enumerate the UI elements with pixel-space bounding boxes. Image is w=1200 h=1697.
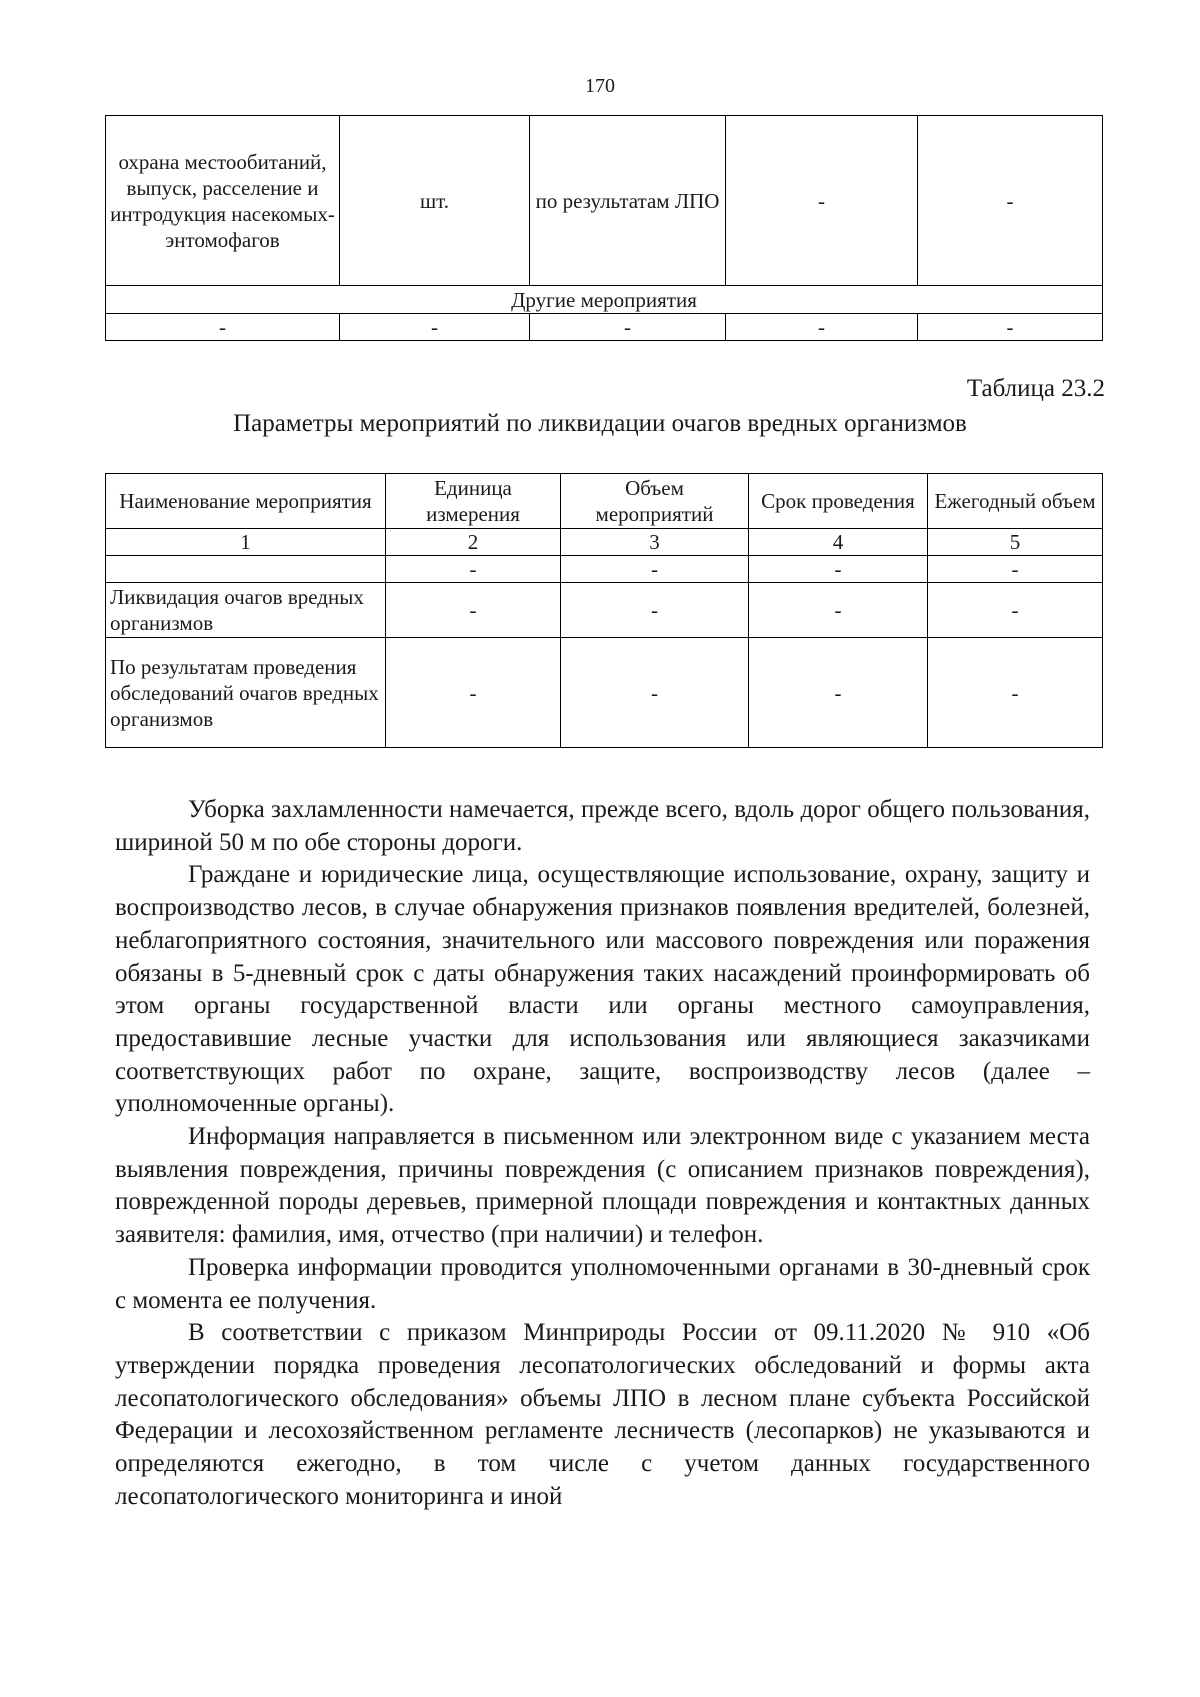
paragraph: Уборка захламленности намечается, прежде всего, вдоль дорог общего пользования, шириной 50 м по обе стороны дороги. [115, 796, 1090, 856]
table-cell: - [749, 556, 928, 583]
table-cell: - [928, 638, 1103, 748]
column-number: 5 [928, 529, 1103, 556]
table-number: Таблица 23.2 [966, 375, 1105, 402]
table-cell: - [726, 314, 918, 341]
table-section-row [106, 286, 1103, 314]
page-number: 170 [585, 75, 615, 97]
column-number: 2 [386, 529, 561, 556]
table-cell [106, 556, 386, 583]
table-row [106, 638, 1103, 748]
table-row [106, 583, 1103, 638]
table-cell: охрана местообитаний, выпуск, расселение и интродукция насекомых-энтомофагов [106, 116, 340, 286]
paragraph: В соответствии с приказом Минприроды России от 09.11.2020 № 910 «Об утверждении порядка проведения лесопатологических обследований и формы акта лесопатологического обследования» объемы ЛПО в лесном плане субъекта Российской Федерации и лесохозяйственном регламенте лесничеств (лесопарков) не указываются и определяются ежегодно, в том числе с учетом данных государственного лесопатологического мониторинга и иной [115, 1319, 1090, 1510]
table-row [106, 556, 1103, 583]
table-cell: - [386, 583, 561, 638]
table-cell: - [530, 314, 726, 341]
column-header: Единица измерения [386, 474, 561, 529]
table-cell: - [386, 556, 561, 583]
table-cell: - [918, 116, 1103, 286]
table-header-row [106, 474, 1103, 529]
table-title: Параметры мероприятий по ликвидации очагов вредных организмов [233, 410, 967, 437]
paragraph: Информация направляется в письменном или электронном виде с указанием места выявления повреждения, причины повреждения (с описанием признаков повреждения), поврежденной породы деревьев, примерной площади повреждения и контактных данных заявителя: фамилия, имя, отчество (при наличии) и телефон. [115, 1123, 1090, 1249]
table-continuation [105, 115, 1103, 341]
column-number: 1 [106, 529, 386, 556]
table-cell: - [561, 556, 749, 583]
column-number: 4 [749, 529, 928, 556]
table-cell: - [918, 314, 1103, 341]
table-cell: - [928, 556, 1103, 583]
column-number-row [106, 529, 1103, 556]
paragraph: Граждане и юридические лица, осуществляющие использование, охрану, защиту и воспроизводство лесов, в случае обнаружения признаков появления вредителей, болезней, неблагоприятного состояния, значительного или массового повреждения или поражения обязаны в 5-дневный срок с даты обнаружения таких насаждений проинформировать об этом органы государственной власти или органы местного самоуправления, предоставившие лесные участки для использования или являющиеся заказчиками соответствующих работ по охране, защите, воспроизводству лесов (далее – уполномоченные органы). [115, 861, 1090, 1118]
column-header: Наименование мероприятия [106, 474, 386, 529]
paragraph: Проверка информации проводится уполномоченными органами в 30-дневный срок с момента ее получения. [115, 1253, 1090, 1314]
column-number: 3 [561, 529, 749, 556]
table-cell: - [928, 583, 1103, 638]
column-header: Срок проведения [749, 474, 928, 529]
table-cell: - [561, 638, 749, 748]
table-cell: - [726, 116, 918, 286]
column-header: Ежегодный объем [928, 474, 1103, 529]
table-cell: шт. [340, 116, 530, 286]
table-cell: Ликвидация очагов вредных организмов [106, 583, 386, 638]
table-cell: По результатам проведения обследований очагов вредных организмов [106, 638, 386, 748]
table-23-2 [105, 473, 1103, 748]
table-row [106, 314, 1103, 341]
table-cell: - [561, 583, 749, 638]
section-label: Другие мероприятия [106, 286, 1103, 314]
body-text [115, 794, 1090, 1513]
table-cell: - [386, 638, 561, 748]
table-cell: по результатам ЛПО [530, 116, 726, 286]
table-cell: - [749, 583, 928, 638]
table-cell: - [106, 314, 340, 341]
table-row [106, 116, 1103, 286]
table-cell: - [340, 314, 530, 341]
table-cell: - [749, 638, 928, 748]
column-header: Объем мероприятий [561, 474, 749, 529]
